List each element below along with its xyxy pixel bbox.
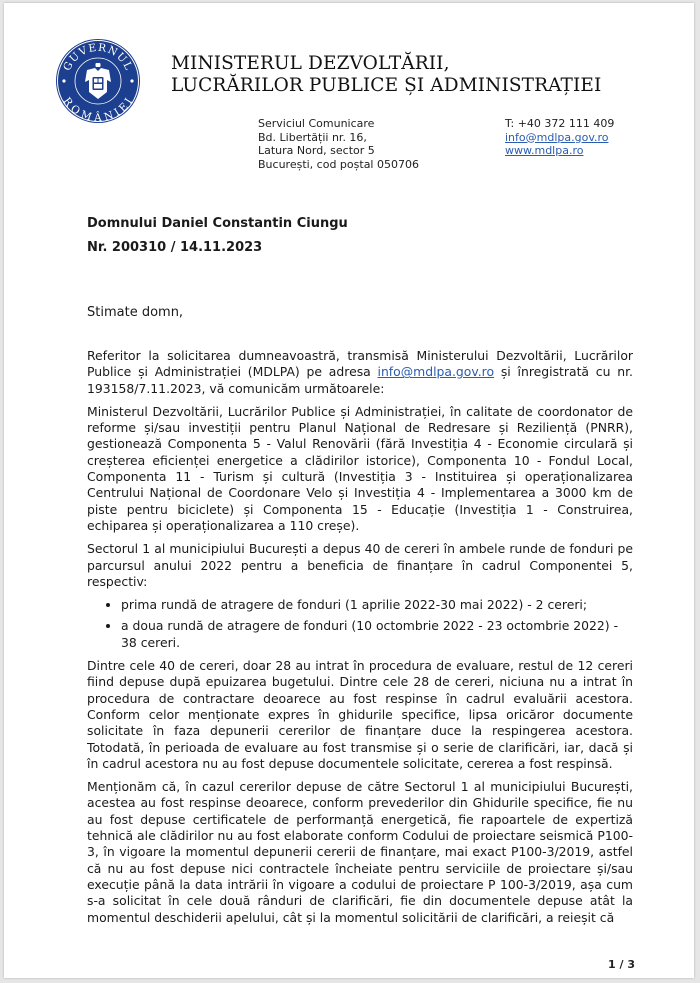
salutation: Stimate domn, — [87, 305, 184, 320]
contact-address — [258, 117, 419, 171]
page-number: 1 / 3 — [608, 958, 635, 971]
recipient-name: Domnului Daniel Constantin Ciungu — [87, 216, 348, 231]
paragraph-evaluation: Dintre cele 40 de cereri, doar 28 au intrat în procedura de evaluare, restul de 12 cereri fiind depuse după epuizarea bugetului. Dintre cele 28 de cereri, niciuna nu a intrat în procedura de contractare deoarece au fost respinse în cadrul evaluării acestora. Conform celor menționate expres în ghidurile specifice, lipsa oricăror documente solicitate în faza depunerii cererilor de finanțare duce la respingerea acestora. Totodată, în perioada de evaluare au fost transmise și o serie de clarificări, iar, dacă și în cadrul acestora nu au fost depuse documentele solicitate, cererea a fost respinsă. — [87, 658, 633, 771]
ministry-name-line1: MINISTERUL DEZVOLTĂRII, — [171, 53, 450, 74]
contact-details — [505, 117, 614, 158]
website-link[interactable]: www.mdlpa.ro — [505, 144, 584, 158]
address-line: Bd. Libertății nr. 16, — [258, 130, 367, 144]
document-page — [4, 3, 694, 978]
ministry-name — [171, 53, 601, 97]
recipient-block — [87, 212, 348, 260]
seal-bottom-text: ROMÂNIEI — [60, 95, 136, 125]
email-link[interactable]: info@mdlpa.gov.ro — [505, 130, 609, 144]
address-line: București, cod poștal 050706 — [258, 157, 419, 171]
government-seal-icon — [54, 37, 142, 125]
paragraph-rejection-reasons: Menționăm că, în cazul cererilor depuse de către Sectorul 1 al municipiului București, acestea au fost respinse deoarece, conform prevederilor din Ghidurile specifice, fie nu au fost depuse certificatele de performanță energetică, fie rapoartele de expertiză tehnică ale clădirilor nu au fost elaborate conform Codului de proiectare seismică P100-3, în vigoare la momentul depunerii cererii de finanțare, mai exact P100-3/2019, astfel că nu au fost depuse nici contractele încheiate pentru serviciile de proiectare și/sau execuție până la data intrării în vigoare a codului de proiectare P 100-3/2019, așa cum s-a solicitat în cele două rânduri de clarificări, fie din documentele depuse atât la momentul deschiderii apelului, cât și la momentul solicitării de clarificări, a reieșit că — [87, 779, 633, 925]
funding-rounds-list — [87, 597, 633, 651]
paragraph-intro — [87, 348, 633, 397]
address-line: Latura Nord, sector 5 — [258, 144, 375, 158]
paragraph-text: Referitor la solicitarea dumneavoastră, transmisă Ministerului Dezvoltării, Lucrărilor Publice și Administrației (MDLPA) pe adresa — [87, 348, 633, 380]
paragraph-pnrr-components: Ministerul Dezvoltării, Lucrărilor Publice și Administrației, în calitate de coordonator de reforme și/sau investiții pentru Planul Național de Redresare și Reziliență (PNRR), gestionează Componenta 5 - Valul Renovării (fără Investiția 4 - Economie circulară și creșterea eficienței energetice a clădirilor istorice), Componenta 10 - Fondul Local, Componenta 11 - Turism și cultură (Investiția 3 - Instituirea și operaționalizarea Centrului Național de Coordonare Velo și Investiția 4 - Implementarea a 3000 km de piste pentru biciclete) și Componenta 15 - Educație (Investiția 1 - Construirea, echiparea și operaționalizarea a 110 creșe). — [87, 403, 633, 533]
document-reference: Nr. 200310 / 14.11.2023 — [87, 240, 263, 255]
address-line: Serviciul Comunicare — [258, 117, 375, 130]
list-item: • prima rundă de atragere de fonduri (1 aprilie 2022-30 mai 2022) - 2 cereri; — [121, 597, 633, 613]
ministry-name-line2: LUCRĂRILOR PUBLICE ȘI ADMINISTRAȚIEI — [171, 75, 602, 96]
list-item: • a doua rundă de atragere de fonduri (10 octombrie 2022 - 23 octombrie 2022) - 38 cereri. — [121, 618, 633, 651]
phone-number: T: +40 372 111 409 — [505, 117, 615, 130]
paragraph-sector1-requests: Sectorul 1 al municipiului București a depus 40 de cereri în ambele runde de fonduri pe parcursul anului 2022 pentru a beneficia de finanțare în cadrul Componentei 5, respectiv: — [87, 541, 633, 589]
paragraph-text: și înregistrată cu nr. 193158/7.11.2023, vă comunicăm următoarele: — [87, 364, 633, 396]
inline-email-link[interactable]: info@mdlpa.gov.ro — [377, 364, 495, 380]
seal-top-text: GUVERNUL — [61, 41, 135, 73]
letter-body — [87, 348, 633, 933]
